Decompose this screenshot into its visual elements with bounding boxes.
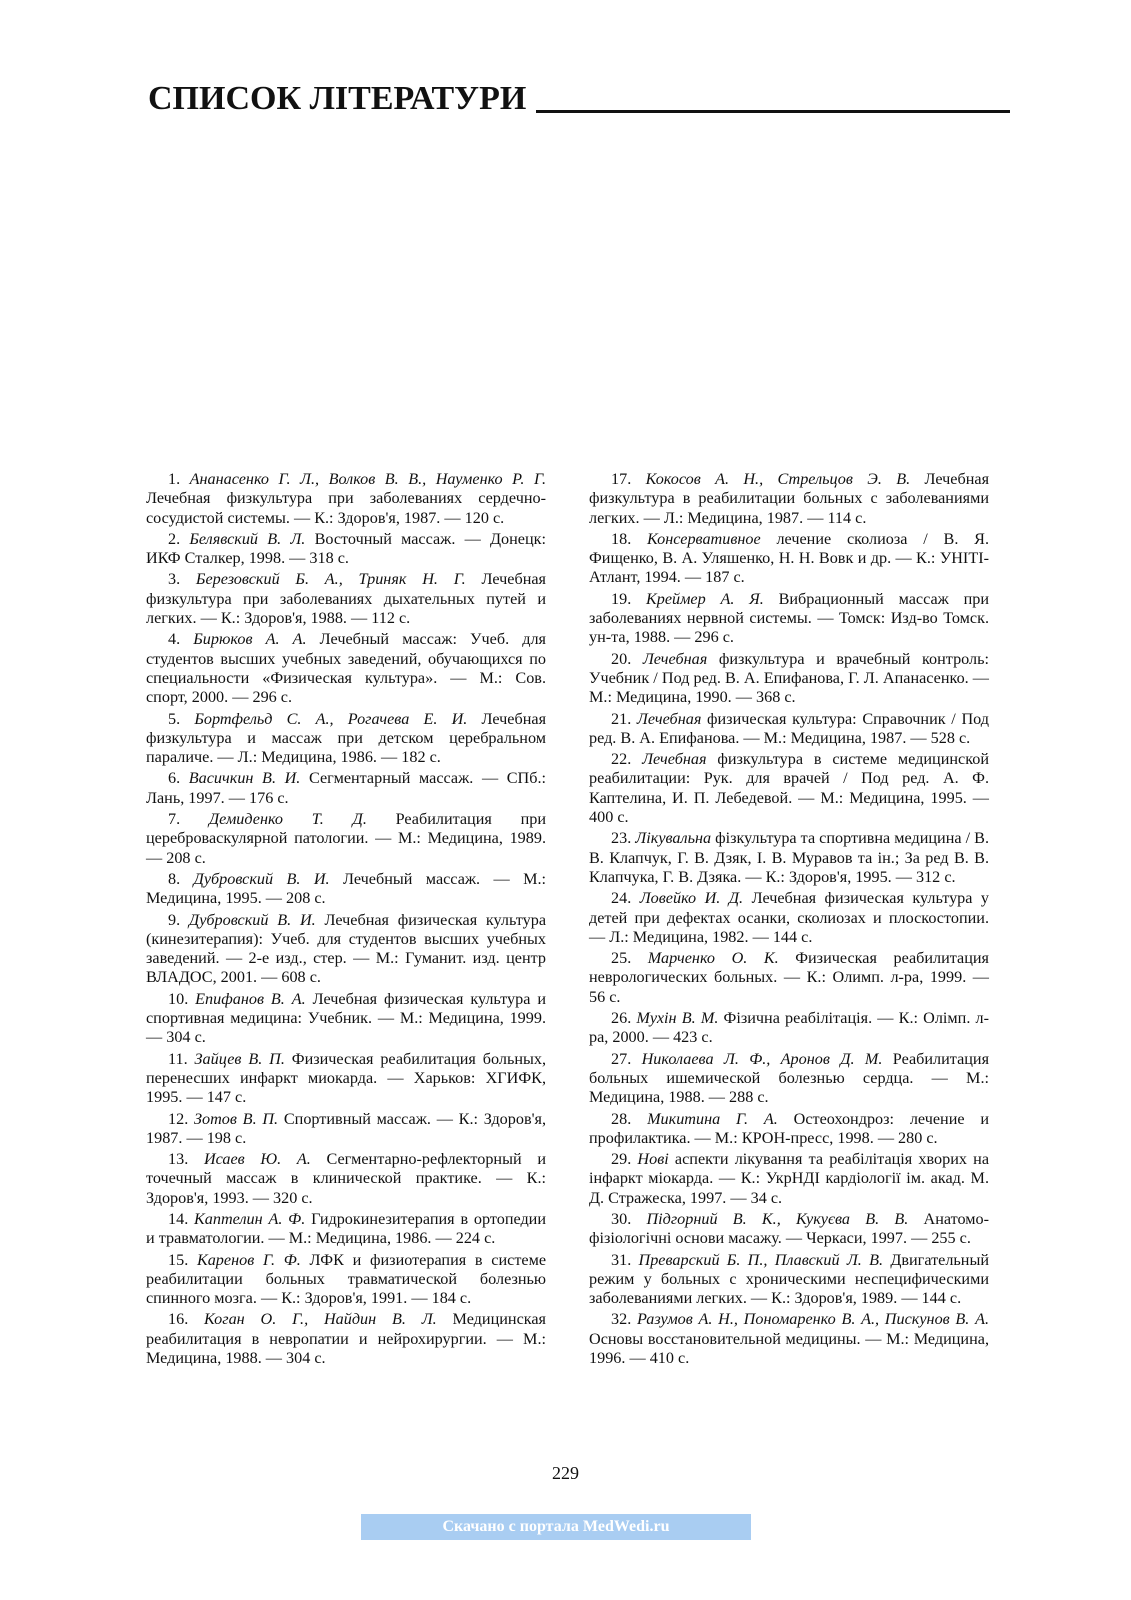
reference-item — [146, 1210, 546, 1249]
reference-author: Дубровский В. И. — [193, 869, 330, 888]
reference-author: Ананасенко Г. Л., Волков В. В., Науменко Р. Г. — [189, 470, 546, 488]
reference-item — [146, 1251, 546, 1309]
reference-author: Зайцев В. П. — [194, 1049, 285, 1068]
reference-text: аспекти лікування та реабілітація хворих на інфаркт міокарда. — К.: УкрНДІ кардіології ім. акад. М. Д. Стражеска, 1997. — 34 с. — [589, 1150, 990, 1207]
reference-number: 15. — [168, 1250, 189, 1269]
reference-text: физкультура и врачебный контроль: Учебник / Под ред. В. А. Епифанова, Г. Л. Апанасенко. — М.: Медицина, 1990. — 368 с. — [589, 649, 990, 707]
reference-item — [589, 650, 989, 708]
reference-author: Епифанов В. А. — [195, 989, 306, 1008]
reference-item — [146, 710, 546, 768]
reference-text: физическая культура: Справочник / Под ред. В. А. Епифанова. — М.: Медицина, 1987. — 528 с. — [589, 709, 990, 747]
reference-author: Демиденко Т. Д. — [208, 810, 367, 829]
reference-author: Каптелин А. Ф. — [194, 1209, 306, 1228]
reference-number: 28. — [611, 1109, 632, 1128]
reference-number: 6. — [168, 769, 181, 788]
reference-item — [589, 1210, 989, 1249]
reference-number: 2. — [168, 529, 181, 548]
reference-author: Консервативное — [647, 529, 761, 548]
reference-text: Лечебная физическая культура у детей при дефектах осанки, сколиозах и плоскостопии. — Л.: Медицина, 1982. — 144 с. — [589, 889, 990, 946]
reference-author: Лечебная — [636, 709, 702, 728]
reference-number: 30. — [611, 1209, 632, 1228]
reference-author: Ловейко И. Д. — [639, 889, 744, 908]
reference-number: 4. — [168, 630, 181, 649]
reference-author: Підгорний В. К., Кукуєва В. В. — [646, 1209, 909, 1228]
reference-item — [589, 1251, 989, 1309]
reference-text: лечение сколиоза / В. Я. Фищенко, В. А. Уляшенко, Н. Н. Вовк и др. — К.: УНІТІ-Атлант, 1994. — 187 с. — [589, 529, 990, 587]
reference-number: 14. — [168, 1209, 189, 1228]
reference-item — [146, 810, 546, 868]
reference-number: 22. — [611, 750, 632, 769]
reference-author: Мухін В. М. — [636, 1009, 719, 1028]
reference-text: Сегментарно-рефлекторный и точечный массаж в клинической практике. — К.: Здоров'я, 1993. — 320 с. — [146, 1150, 546, 1207]
reference-number: 11. — [168, 1049, 188, 1068]
reference-author: Лечебная — [642, 649, 708, 668]
reference-text: Основы восстановительной медицины. — М.: Медицина, 1996. — 410 с. — [589, 1329, 989, 1368]
reference-text: физкультура в системе медицинской реабилитации: Рук. для врачей / Под ред. А. Ф. Каптелина, И. П. Лебедевой. — М.: Медицина, 1995. — 400 с. — [589, 750, 990, 827]
reference-item — [589, 470, 989, 528]
reference-author: Преварский Б. П., Плавский Л. В. — [638, 1250, 884, 1269]
reference-text: Реабилитация при цереброваскулярной патологии. — М.: Медицина, 1989. — 208 с. — [146, 810, 546, 867]
reference-author: Креймер А. Я. — [645, 589, 764, 608]
reference-text: Физическая реабилитация больных, перенесших инфаркт миокарда. — Харьков: ХГИФК, 1995. — 147 с. — [146, 1049, 547, 1107]
reference-item — [589, 1150, 989, 1208]
reference-text: Сегментарный массаж. — СПб.: Лань, 1997. — 176 с. — [146, 769, 547, 807]
watermark-banner: Скачано с портала MedWedi.ru — [361, 1514, 751, 1540]
reference-text: Лечебная физкультура при заболеваниях дыхательных путей и легких. — К.: Здоров'я, 1988. — 112 с. — [146, 570, 547, 628]
reference-item — [589, 590, 989, 648]
reference-item — [589, 710, 989, 749]
page-header — [148, 82, 1010, 116]
reference-item — [589, 1310, 989, 1368]
reference-author: Зотов В. П. — [194, 1109, 279, 1128]
title-rule — [536, 110, 1010, 113]
reference-item — [589, 750, 989, 827]
reference-item — [146, 911, 546, 988]
reference-author: Исаев Ю. А. — [203, 1150, 311, 1169]
reference-author: Нові — [637, 1150, 669, 1169]
reference-author: Бортфельд С. А., Рогачева Е. И. — [194, 709, 468, 728]
reference-text: Двигательный режим у больных с хроническими неспецифическими заболеваниями легких. — К.: Здоров'я, 1989. — 144 с. — [589, 1250, 990, 1308]
reference-text: ЛФК и физиотерапия в системе реабилитации больных травматической болезнью спинного мозга. — К.: Здоров'я, 1991. — 184 с. — [146, 1250, 547, 1308]
reference-author: Кокосов А. Н., Стрельцов Э. В. — [645, 470, 911, 488]
reference-author: Белявский В. Л. — [189, 529, 306, 548]
reference-author: Каренов Г. Ф. — [196, 1250, 301, 1269]
reference-item — [589, 1050, 989, 1108]
reference-number: 24. — [611, 889, 632, 908]
reference-number: 25. — [611, 949, 632, 968]
reference-number: 10. — [168, 989, 189, 1008]
reference-number: 12. — [168, 1109, 189, 1128]
reference-text: Остеохондроз: лечение и профилактика. — М.: КРОН-пресс, 1998. — 280 с. — [589, 1109, 990, 1147]
reference-item — [146, 470, 546, 528]
reference-number: 32. — [611, 1310, 632, 1329]
reference-item — [146, 1310, 546, 1368]
reference-text: фізкультура та спортивна медицина / В. В. Клапчук, Г. В. Дзяк, І. В. Муравов та ін.; За ред В. В. Клапчука, Г. В. Дзяка. — К.: Здоров'я, 1995. — 312 с. — [589, 829, 990, 886]
reference-item — [146, 1110, 546, 1149]
reference-author: Лечебная — [642, 750, 707, 769]
reference-author: Микитина Г. А. — [647, 1109, 778, 1128]
reference-text: Анатомо-фізіологічні основи масажу. — Черкаси, 1997. — 255 с. — [589, 1209, 990, 1248]
reference-author: Березовский Б. А., Триняк Н. Г. — [195, 570, 466, 589]
reference-item — [146, 570, 546, 628]
reference-author: Марченко О. К. — [647, 949, 779, 968]
reference-text: Лечебная физкультура в реабилитации больных с заболеваниями легких. — Л.: Медицина, 1987. — 114 с. — [589, 470, 990, 527]
reference-author: Разумов А. Н., Пономаренко В. А., Пискунов В. А. — [636, 1310, 990, 1329]
reference-item — [589, 1009, 989, 1048]
reference-number: 13. — [168, 1150, 189, 1169]
reference-number: 16. — [168, 1310, 189, 1329]
reference-text: Медицинская реабилитация в невропатии и нейрохирургии. — М.: Медицина, 1988. — 304 с. — [146, 1310, 547, 1368]
reference-number: 1. — [168, 470, 181, 488]
reference-text: Лечебная физическая культура и спортивная медицина: Учебник. — М.: Медицина, 1999. — 304 с. — [146, 989, 547, 1047]
reference-number: 20. — [611, 649, 632, 668]
reference-item — [589, 530, 989, 588]
reference-number: 23. — [611, 829, 632, 848]
page-number: 229 — [552, 1463, 579, 1483]
reference-text: Вибрационный массаж при заболеваниях нервной системы. — Томск: Изд-во Томск. ун-та, 1988. — 296 с. — [589, 589, 989, 647]
references-right-column — [589, 470, 989, 1370]
reference-text: Гидрокинезитерапия в ортопедии и травматологии. — М.: Медицина, 1986. — 224 с. — [146, 1209, 547, 1248]
reference-author: Николаева Л. Ф., Аронов Д. М. — [641, 1049, 883, 1068]
reference-text: Реабилитация больных ишемической болезнью сердца. — М.: Медицина, 1988. — 288 с. — [589, 1049, 990, 1107]
reference-text: Лечебная физкультура при заболеваниях сердечно-сосудистой системы. — К.: Здоров'я, 1987. — 120 с. — [146, 489, 546, 527]
reference-author: Лікувальна — [635, 829, 712, 848]
page-title: СПИСОК ЛІТЕРАТУРИ — [148, 80, 527, 117]
reference-item — [589, 1110, 989, 1149]
reference-number: 27. — [611, 1049, 632, 1068]
reference-number: 17. — [611, 470, 632, 488]
reference-number: 3. — [168, 570, 181, 589]
reference-text: Фізична реабілітація. — К.: Олімп. л-ра, 2000. — 423 с. — [589, 1009, 989, 1047]
reference-text: Лечебный массаж: Учеб. для студентов высших учебных заведений, обучающихся по специальности «Физическая культура». — М.: Сов. спорт, 2000. — 296 с. — [146, 630, 546, 707]
reference-item — [146, 870, 546, 909]
reference-text: Лечебная физкультура и массаж при детском церебральном параличе. — Л.: Медицина, 1986. — 182 с. — [146, 709, 547, 767]
reference-number: 31. — [611, 1250, 632, 1269]
reference-number: 9. — [168, 910, 181, 929]
reference-item — [589, 889, 989, 947]
reference-text: Лечебная физическая культура (кинезитерапия): Учеб. для студентов высших учебных заведений. — 2-е изд., стер. — М.: Гуманит. изд. центр ВЛАДОС, 2001. — 608 с. — [146, 910, 547, 987]
reference-number: 5. — [168, 709, 181, 728]
references-left-column — [146, 470, 546, 1370]
reference-item — [146, 1050, 546, 1108]
reference-item — [146, 1150, 546, 1208]
reference-author: Васичкин В. И. — [188, 769, 301, 788]
reference-number: 8. — [168, 869, 181, 888]
reference-item — [146, 630, 546, 707]
reference-number: 19. — [611, 589, 632, 608]
reference-text: Лечебный массаж. — М.: Медицина, 1995. — 208 с. — [146, 869, 547, 908]
reference-author: Бирюков А. А. — [193, 630, 307, 649]
reference-item — [146, 769, 546, 808]
reference-text: Спортивный массаж. — К.: Здоров'я, 1987. — 198 с. — [146, 1109, 547, 1147]
reference-number: 7. — [168, 810, 181, 829]
reference-number: 26. — [611, 1009, 632, 1028]
reference-item — [146, 990, 546, 1048]
reference-item — [589, 829, 989, 887]
reference-number: 21. — [611, 709, 632, 728]
reference-item — [146, 530, 546, 569]
reference-number: 29. — [611, 1150, 632, 1169]
reference-text: Восточный массаж. — Донецк: ИКФ Сталкер, 1998. — 318 с. — [146, 529, 547, 568]
reference-text: Физическая реабилитация неврологических больных. — К.: Олимп. л-ра, 1999. — 56 с. — [589, 949, 989, 1006]
reference-author: Коган О. Г., Найдин В. Л. — [204, 1310, 437, 1329]
reference-author: Дубровский В. И. — [188, 910, 316, 929]
reference-item — [589, 949, 989, 1007]
reference-number: 18. — [611, 529, 632, 548]
